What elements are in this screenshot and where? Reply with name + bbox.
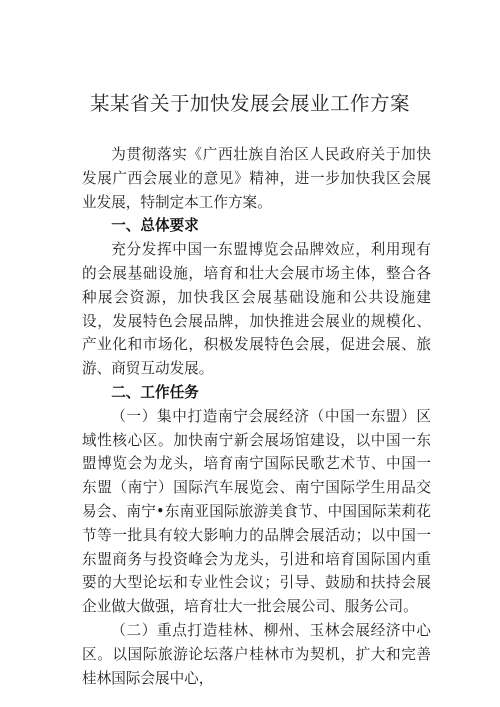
document-title: 某某省关于加快发展会展业工作方案 xyxy=(89,92,410,115)
section-heading-tasks: 二、工作任务 xyxy=(111,383,199,401)
document-body xyxy=(82,143,431,690)
section-paragraph: （一）集中打造南宁会展经济（中国一东盟）区域性核心区。加快南宁新会展场馆建设，以中国一东盟博览会为龙头，培育南宁国际民歌艺术节、中国一东盟（南宁）国际汽车展览会、南宁国际学生用品交易会、南宁•东南亚国际旅游美食节、中国国际茉莉花节等一批具有较大影响力的品牌会展活动；以中国一东盟商务与投资峰会为龙头，引进和培育国际国内重要的大型论坛和专业性会议；引导、鼓励和扶持会展企业做大做强，培育壮大一批会展公司、服务公司。 xyxy=(82,407,431,616)
section-paragraph: 充分发挥中国一东盟博览会品牌效应，利用现有的会展基础设施，培育和壮大会展市场主体，整合各种展会资源，加快我区会展基础设施和公共设施建设，发展特色会展品牌，加快推进会展业的规模化、产业化和市场化，积极发展特色会展，促进会展、旅游、商贸互动发展。 xyxy=(82,241,431,378)
section-paragraph: （二）重点打造桂林、柳州、玉林会展经济中心区。以国际旅游论坛落户桂林市为契机，扩大和完善桂林国际会展中心， xyxy=(82,621,431,687)
intro-paragraph: 为贯彻落实《广西壮族自治区人民政府关于加快发展广西会展业的意见》精神，进一步加快我区会展业发展，特制定本工作方案。 xyxy=(82,146,431,211)
section-heading-general-requirements: 一、总体要求 xyxy=(111,217,199,235)
